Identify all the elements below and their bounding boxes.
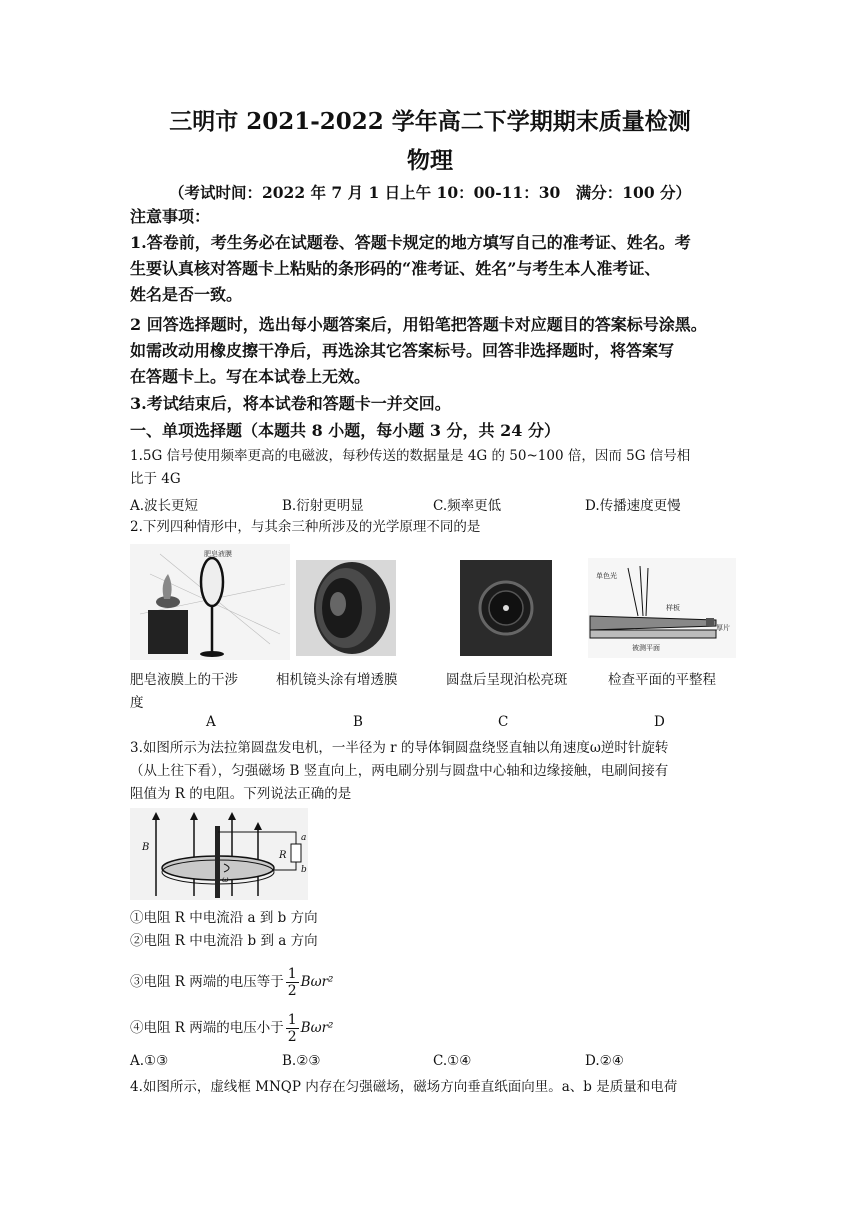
q2-option-c: C <box>498 714 509 730</box>
note-2-line-1: 2 回答选择题时，选出每小题答案后，用铅笔把答题卡对应题目的答案标号涂黑。 <box>130 315 707 334</box>
q3-stem-line-2: （从上往下看），匀强磁场 B 竖直向上，两电刷分别与圆盘中心轴和边缘接触，电刷间接有 <box>130 763 669 779</box>
q1-stem-line-2: 比于 4G <box>130 471 181 487</box>
q3-statement-4-text: ④电阻 R 两端的电压小于 <box>130 1020 284 1036</box>
q2-option-b: B <box>353 714 363 730</box>
q2-caption-d-continued: 度 <box>130 695 144 711</box>
note-2-line-2: 如需改动用橡皮擦干净后，再选涂其它答案标号。回答非选择题时，将答案写 <box>130 341 675 360</box>
fig-d-label-shim: 厚片 <box>716 624 730 632</box>
exam-info: （考试时间：2022 年 7 月 1 日上午 10：00-11：30 满分：100 分） <box>168 183 692 202</box>
fig-terminal-b: b <box>301 865 307 875</box>
fig-omega-label: ω <box>222 875 229 884</box>
q3-fraction-3 <box>286 966 299 999</box>
fig-b-field-label: B <box>142 842 150 853</box>
notes-heading: 注意事项： <box>130 207 211 226</box>
q3-statement-3 <box>130 962 740 1002</box>
fig-resistor-label: R <box>279 850 287 861</box>
q3-stem-line-3: 阻值为 R 的电阻。下列说法正确的是 <box>130 786 352 802</box>
q2-caption-c: 圆盘后呈现泊松亮斑 <box>446 672 568 688</box>
q3-fraction-4-denominator: 2 <box>287 1029 297 1045</box>
q4-stem-line-1: 4.如图所示，虚线框 MNQP 内存在匀强磁场，磁场方向垂直纸面向里。a、b 是质量和电荷 <box>130 1079 678 1095</box>
q3-fraction-3-denominator: 2 <box>287 983 297 999</box>
q1-option-a: A.波长更短 <box>130 498 199 514</box>
q1-option-d: D.传播速度更慢 <box>585 498 681 514</box>
q1-stem-line-1: 1.5G 信号使用频率更高的电磁波，每秒传送的数据量是 4G 的 50~100 倍，因而 5G 信号相 <box>130 448 691 464</box>
exam-title: 三明市 2021-2022 学年高二下学期期末质量检测 <box>169 108 691 135</box>
q3-option-c: C.①④ <box>433 1053 472 1069</box>
note-2-line-3: 在答题卡上。写在本试卷上无效。 <box>130 367 371 386</box>
figure-soap-film <box>130 544 290 660</box>
fig-terminal-a: a <box>301 833 307 843</box>
figure-camera-lens <box>296 560 396 656</box>
fig-d-label-light: 单色光 <box>596 572 617 580</box>
q3-option-b: B.②③ <box>282 1053 321 1069</box>
fig-a-label: 肥皂液膜 <box>204 550 232 558</box>
q1-option-b: B.衍射更明显 <box>282 498 364 514</box>
q3-option-d: D.②④ <box>585 1053 624 1069</box>
q2-caption-b: 相机镜头涂有增透膜 <box>276 672 398 688</box>
q3-statement-3-text: ③电阻 R 两端的电压等于 <box>130 974 284 990</box>
q2-option-a: A <box>206 714 216 730</box>
q3-expression-4: Bωr² <box>300 1020 334 1036</box>
q3-stem-line-1: 3.如图所示为法拉第圆盘发电机，一半径为 r 的导体铜圆盘绕竖直轴以角速度ω逆时针旋转 <box>130 740 669 756</box>
note-3: 3.考试结束后，将本试卷和答题卡一并交回。 <box>130 394 451 413</box>
q3-statement-4 <box>130 1008 740 1048</box>
figure-flatness-check <box>588 558 736 658</box>
note-1-line-2: 生要认真核对答题卡上粘贴的条形码的“准考证、姓名”与考生本人准考证、 <box>130 259 661 278</box>
exam-subject: 物理 <box>407 147 453 174</box>
q3-statement-1: ①电阻 R 中电流沿 a 到 b 方向 <box>130 910 318 926</box>
q3-expression-3: Bωr² <box>300 974 334 990</box>
q3-fraction-4-numerator: 1 <box>287 1012 297 1028</box>
q2-stem: 2.下列四种情形中，与其余三种所涉及的光学原理不同的是 <box>130 519 481 535</box>
q2-caption-a: 肥皂液膜上的干涉 <box>130 672 238 688</box>
figure-faraday-disk <box>130 808 308 900</box>
q3-statement-2: ②电阻 R 中电流沿 b 到 a 方向 <box>130 933 318 949</box>
q2-option-d: D <box>654 714 665 730</box>
q3-option-a: A.①③ <box>130 1053 169 1069</box>
note-1-line-1: 1.答卷前，考生务必在试题卷、答题卡规定的地方填写自己的准考证、姓名。考 <box>130 233 691 252</box>
note-1-line-3: 姓名是否一致。 <box>130 285 243 304</box>
section-1-heading: 一、单项选择题（本题共 8 小题，每小题 3 分，共 24 分） <box>130 421 560 440</box>
q1-option-c: C.频率更低 <box>433 498 502 514</box>
figure-poisson-spot <box>460 560 552 656</box>
q2-caption-d: 检查平面的平整程 <box>608 672 716 688</box>
fig-d-label-template: 样板 <box>666 604 680 612</box>
q3-fraction-4 <box>286 1012 299 1045</box>
q3-fraction-3-numerator: 1 <box>287 966 297 982</box>
fig-d-label-surface: 被测平面 <box>632 644 660 652</box>
